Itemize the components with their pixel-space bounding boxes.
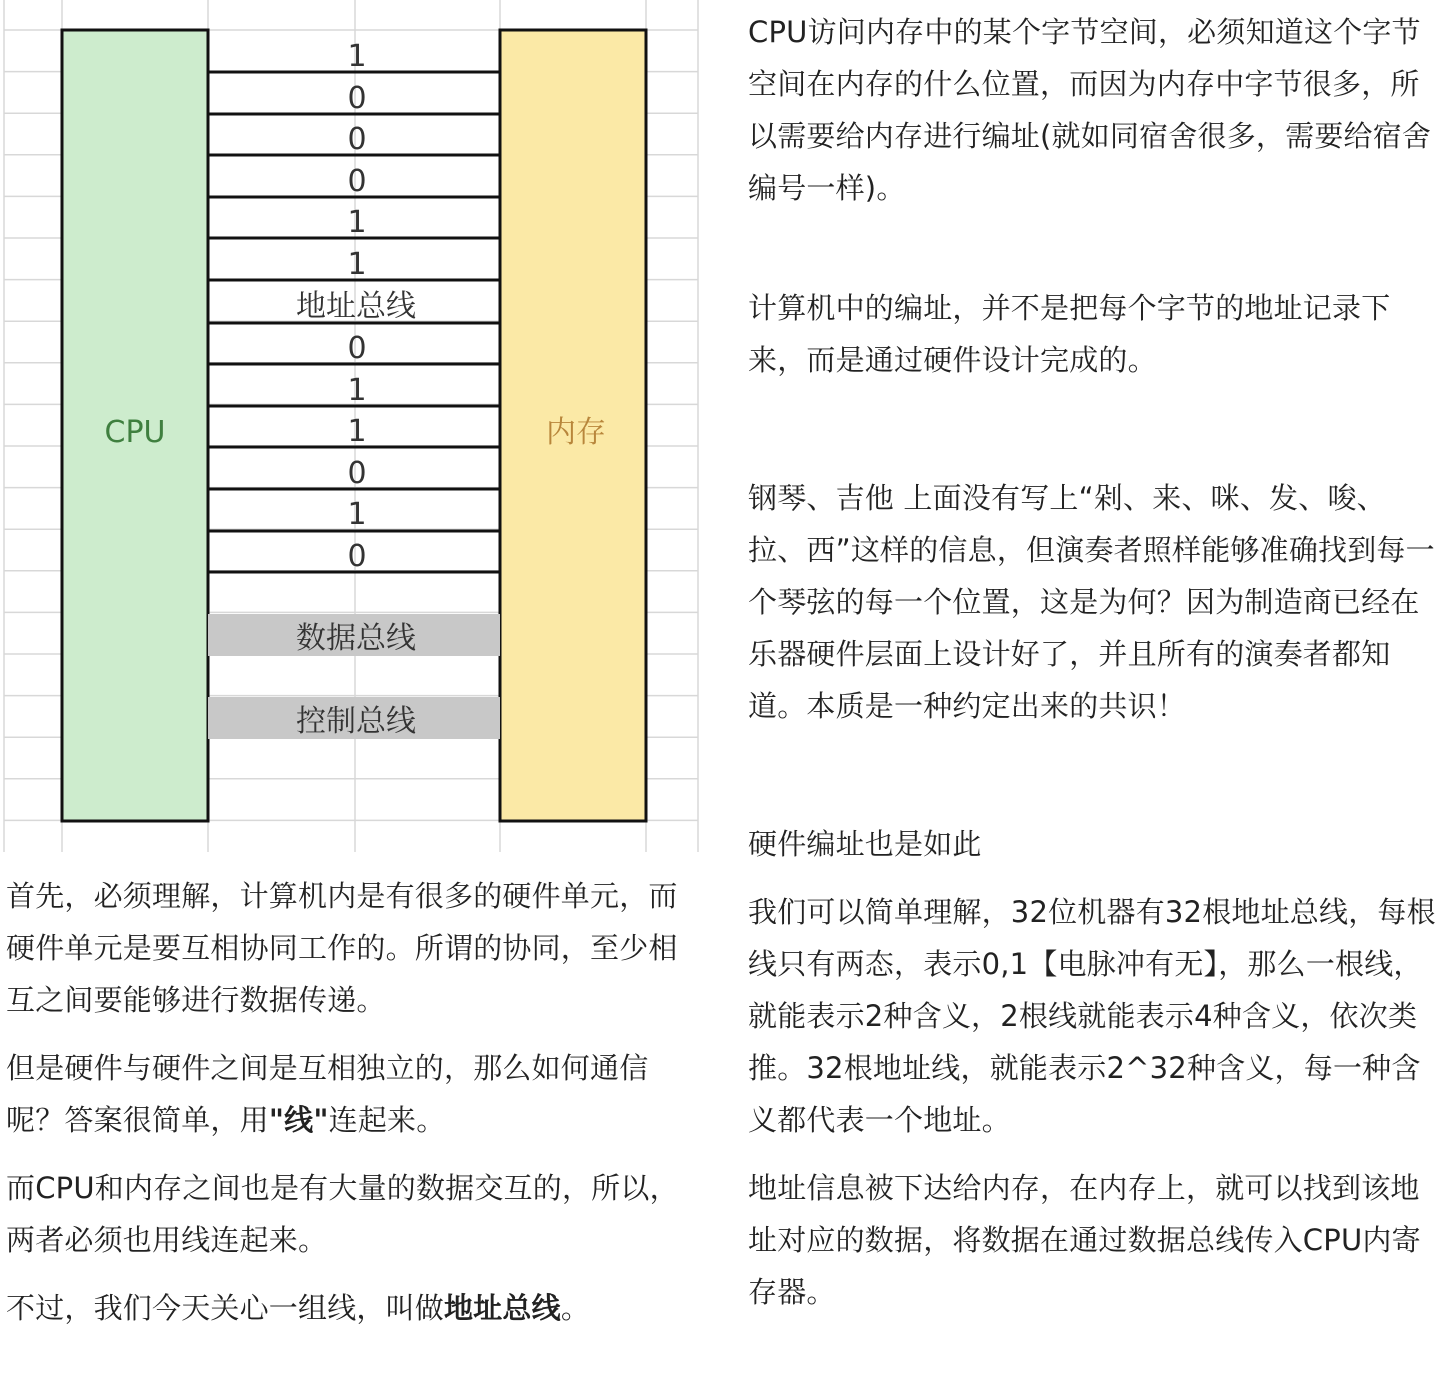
right-text-column — [748, 6, 1438, 1334]
bold-wire: "线" — [268, 1103, 329, 1137]
address-bit: 1 — [347, 247, 367, 282]
address-bit: 0 — [347, 81, 367, 116]
text-run: 不过，我们今天关心一组线，叫做 — [6, 1291, 445, 1325]
paragraph-intro: 首先，必须理解，计算机内是有很多的硬件单元，而硬件单元是要互相协同工作的。所谓的协同，至少相互之间要能够进行数据传递。 — [6, 879, 678, 1017]
address-bit: 0 — [347, 164, 367, 199]
address-bit: 0 — [347, 122, 367, 157]
address-bit: 1 — [347, 497, 367, 532]
paragraph-hardware-addressing: 硬件编址也是如此 — [748, 827, 982, 861]
paragraph-hardware-design: 计算机中的编址，并不是把每个字节的地址记录下来，而是通过硬件设计完成的。 — [748, 291, 1391, 377]
address-bit: 0 — [347, 456, 367, 491]
text-run: 。 — [560, 1291, 591, 1325]
left-text-column — [6, 870, 686, 1350]
paragraph-wires — [6, 1042, 686, 1146]
paragraph-addressing: CPU访问内存中的某个字节空间，必须知道这个字节空间在内存的什么位置，而因为内存中字节很多，所以需要给内存进行编址(就如同宿舍很多，需要给宿舍编号一样)。 — [748, 15, 1432, 205]
cpu-label: CPU — [104, 415, 166, 450]
address-bit: 1 — [347, 39, 367, 74]
data-bus-label: 数据总线 — [296, 621, 416, 656]
address-bit: 0 — [347, 331, 367, 366]
memory-label: 内存 — [546, 415, 606, 450]
control-bus-label: 控制总线 — [296, 704, 416, 739]
bus-diagram — [0, 0, 700, 852]
paragraph-32-bit: 我们可以简单理解，32位机器有32根地址总线，每根线只有两态，表示0,1【电脉冲有无】，那么一根线，就能表示2种含义，2根线就能表示4种含义，依次类推。32根地址线，就能表示2^32种含义，每一种含义都代表一个地址。 — [748, 895, 1436, 1137]
address-bus-label: 地址总线 — [296, 289, 416, 324]
text-run: 但是硬件与硬件之间是互相独立的，那么如何通信呢？答案很简单，用 — [6, 1051, 649, 1137]
address-bit: 0 — [347, 539, 367, 574]
paragraph-piano-analogy: 钢琴、吉他 上面没有写上“剁、来、咪、发、唆、拉、西”这样的信息，但演奏者照样能够准确找到每一个琴弦的每一个位置，这是为何？因为制造商已经在乐器硬件层面上设计好了，并且所有的演奏者都知道。本质是一种约定出来的共识！ — [748, 481, 1435, 723]
paragraph-memory-lookup: 地址信息被下达给内存，在内存上，就可以找到该地址对应的数据，将数据在通过数据总线传入CPU内寄存器。 — [748, 1171, 1421, 1309]
address-bit: 1 — [347, 373, 367, 408]
address-bit: 1 — [347, 205, 367, 240]
text-run: 连起来。 — [328, 1103, 446, 1137]
bold-address-bus: 地址总线 — [444, 1291, 561, 1325]
paragraph-cpu-memory: 而CPU和内存之间也是有大量的数据交互的，所以，两者必须也用线连起来。 — [6, 1171, 679, 1257]
paragraph-address-bus — [6, 1282, 686, 1334]
address-bit: 1 — [347, 414, 367, 449]
